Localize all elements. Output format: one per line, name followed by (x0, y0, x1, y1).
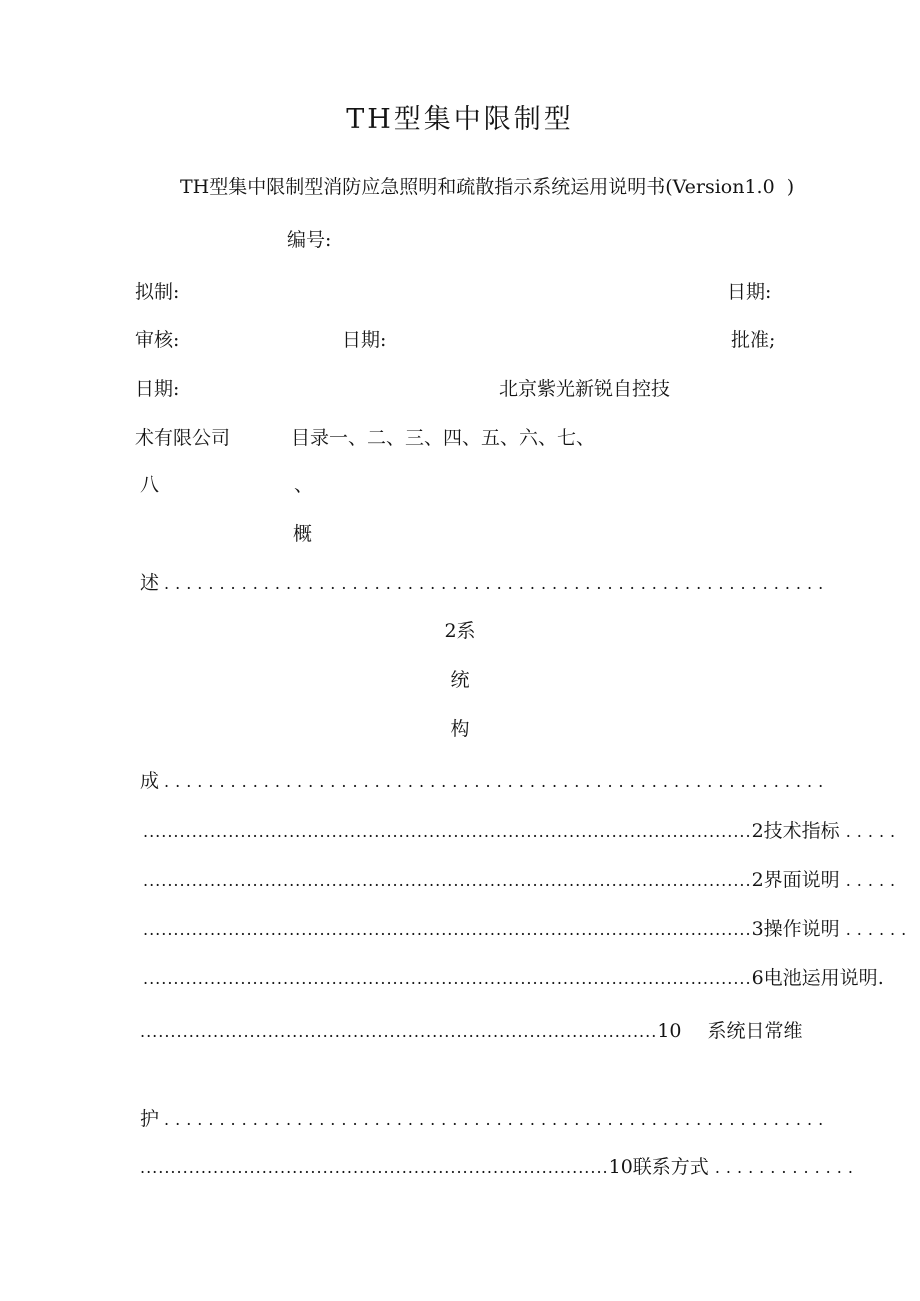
toc-entry-battery (143, 967, 884, 990)
toc-entry-page-number: 10 (657, 1020, 682, 1042)
toc-trail-dot: . (877, 967, 884, 989)
toc-entry-maintenance (140, 1020, 803, 1043)
toc-entry-operation (143, 918, 912, 941)
draft-field-label: 拟制: (135, 281, 180, 303)
review-field-label: 审核: (135, 329, 180, 351)
date-field-label-top: 日期: (727, 281, 772, 303)
toc-entry-contact (140, 1156, 859, 1179)
toc-overview-char1: 概 (293, 523, 313, 545)
number-field-label: 编号: (287, 229, 332, 251)
toc-system-line (140, 770, 829, 793)
toc-system-char1: 2系 (444, 620, 476, 642)
date-field-label-left: 日期: (135, 378, 180, 400)
toc-system-char2: 统 (450, 669, 470, 691)
company-name-line2: 术有限公司 (135, 427, 231, 449)
date-field-label-mid: 日期: (342, 329, 387, 351)
approve-field-label: 批准; (731, 329, 776, 351)
toc-leader-dots: .................................................................................................... (143, 871, 752, 890)
toc-item-eight: 八 (140, 474, 160, 496)
toc-maintain-line (140, 1108, 829, 1131)
toc-leader-dots: ............................................................................. (140, 1158, 609, 1177)
toc-leader-dots: .................................................................................................... (143, 920, 752, 939)
toc-entry-interface (143, 869, 901, 892)
toc-entry-label: 2技术指标 (751, 820, 840, 842)
document-title: TH型集中限制型 (346, 104, 574, 135)
toc-entry-label: 3操作说明 (751, 918, 840, 940)
toc-leader-dots: ..................................................................................... (140, 1022, 658, 1041)
toc-item-eight-comma: 、 (294, 474, 314, 496)
toc-leader-dots: ............................................................ (164, 772, 830, 791)
toc-entry-tech-specs (143, 820, 901, 843)
toc-trail-dots: ............. (714, 1158, 859, 1177)
toc-system-char4: 成 (140, 770, 160, 792)
toc-entry-label: 系统日常维 (707, 1020, 803, 1042)
toc-entry-label: 2界面说明 (751, 869, 840, 891)
company-name-line1: 北京紫光新锐自控技 (499, 378, 671, 400)
toc-leader-dots: ............................................................ (164, 1110, 830, 1129)
document-subtitle: TH型集中限制型消防应急照明和疏散指示系统运用说明书(Version1.0 ) (180, 176, 795, 198)
toc-leader-dots: .................................................................................................... (143, 969, 752, 988)
toc-maintain-char: 护 (140, 1108, 160, 1130)
toc-entry-label: 6电池运用说明 (751, 967, 878, 989)
toc-overview-char2: 述 (140, 572, 160, 594)
toc-system-char3: 构 (450, 718, 470, 740)
toc-overview-line (140, 572, 829, 595)
toc-entry-label: 10联系方式 (608, 1156, 709, 1178)
toc-heading: 目录一、二、三、四、五、六、七、 (291, 427, 596, 449)
toc-leader-dots: .................................................................................................... (143, 822, 752, 841)
toc-trail-dots: ..... (845, 871, 902, 890)
toc-trail-dots: ...... (845, 920, 913, 939)
toc-trail-dots: ..... (845, 822, 902, 841)
toc-leader-dots: ............................................................ (164, 574, 830, 593)
